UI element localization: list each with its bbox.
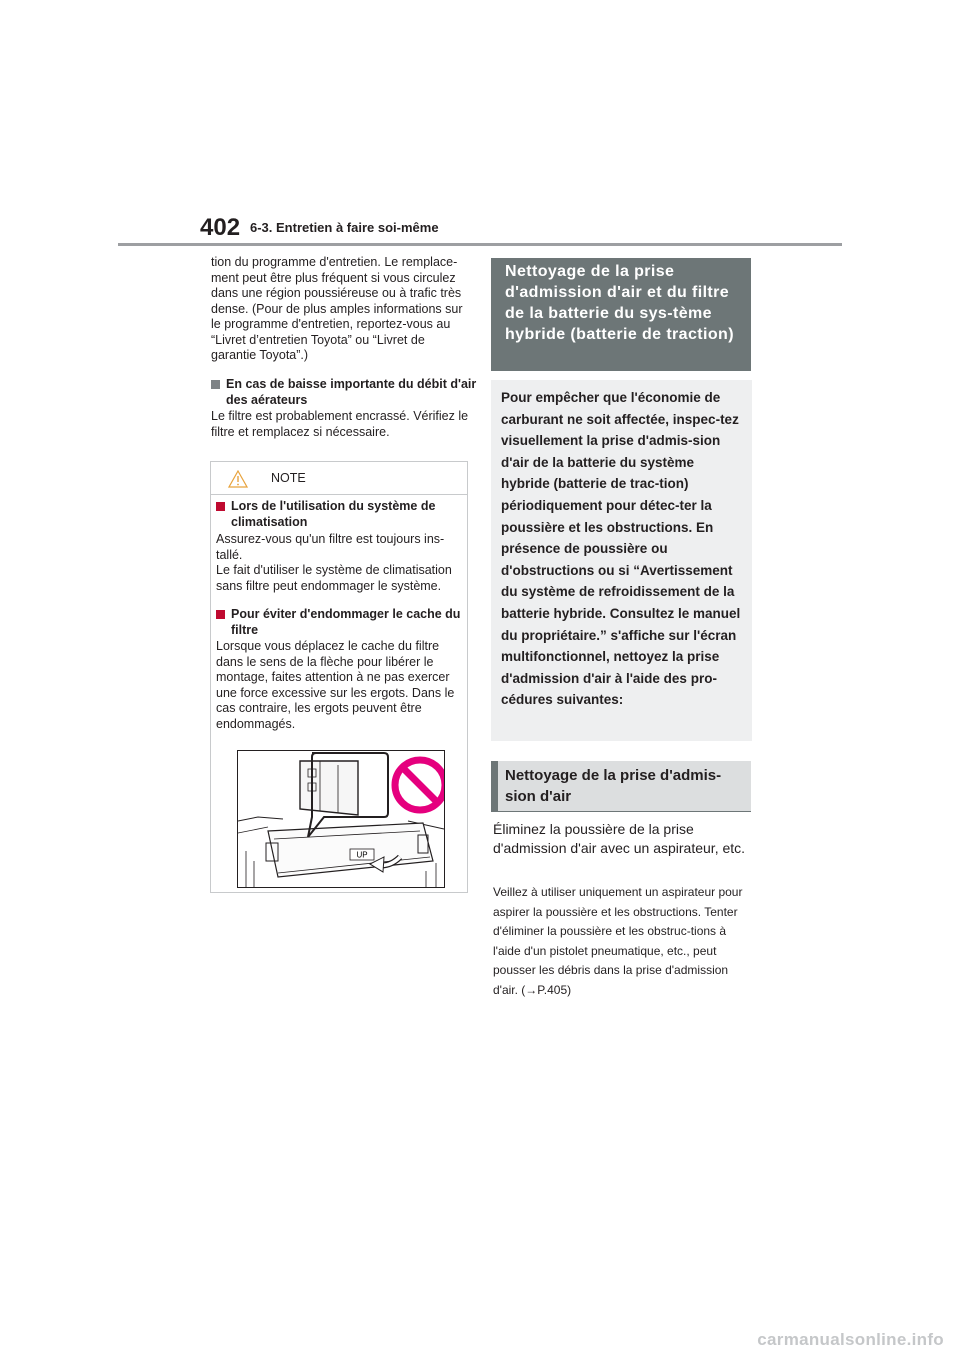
note-item1-heading-text: Lors de l'utilisation du système de climatisation <box>231 499 436 529</box>
header-divider <box>118 243 842 246</box>
airflow-heading <box>211 377 484 408</box>
note-item1-text2: Le fait d'utiliser le système de climatisation sans filtre peut endommager le système. <box>216 563 452 593</box>
note-item1-text1: Assurez-vous qu'un filtre est toujours ins-tallé. <box>216 532 445 562</box>
bullet-square-icon <box>211 380 220 389</box>
airflow-paragraph: Le filtre est probablement encrassé. Vérifiez le filtre et remplacez si nécessaire. <box>211 409 469 439</box>
figure-up-label: UP <box>356 850 368 860</box>
warning-triangle-icon <box>228 470 248 488</box>
note-item2-text: Lorsque vous déplacez le cache du filtre dans le sens de la flèche pour libérer le montage, faites attention à ne pas exercer une force excessive sur les ergots. Dans le cas contraire, les ergots peuvent être endommagés. <box>216 639 455 731</box>
page-number: 402 <box>200 214 241 241</box>
airflow-heading-text: En cas de baisse importante du débit d'air des aérateurs <box>226 377 477 407</box>
filter-cover-drawing <box>238 751 444 887</box>
note-label: NOTE <box>271 471 306 485</box>
summary-box: Pour empêcher que l'économie de carburant ne soit affectée, inspec-tez visuellement la prise d'admis-sion d'air de la batterie du système hybride (batterie de trac-tion) périodiquement pour détec-ter la poussière et les obstructions. En présence de poussière ou d'obstructions ou si “Avertissement du système de refroidissement de la batterie hybride. Consultez le manuel du propriétaire.” s'affiche sur l'écran multifonctionnel, nettoyez la prise d'admission d'air à l'aide des pro-cédures suivantes: <box>491 380 752 741</box>
section-banner-main: Nettoyage de la prise d'admission d'air et du filtre de la batterie du sys-tème hybride (batterie de traction) <box>491 258 751 371</box>
section-title: 6-3. Entretien à faire soi-même <box>250 220 439 235</box>
watermark: carmanualsonline.info <box>757 1330 944 1349</box>
cleaning-intro-paragraph: Éliminez la poussière de la prise d'admission d'air avec un aspirateur, etc. <box>493 821 746 856</box>
note-box <box>210 461 468 893</box>
filter-cover-illustration <box>237 750 445 888</box>
note-item2-heading-text: Pour éviter d'endommager le cache du filtre <box>231 607 461 637</box>
bullet-square-icon <box>216 502 225 511</box>
note-header <box>211 462 467 495</box>
note-item1-heading <box>216 499 476 530</box>
bullet-square-icon <box>216 610 225 619</box>
intro-paragraph: tion du programme d'entretien. Le remplace-ment peut être plus fréquent si vous circulez dans une région poussiéreuse ou à trafic très dense. (Pour de plus amples informations sur le programme d'entretien, reportez-vous au “Livret d’entretien Toyota” ou “Livret de garantie Toyota”.) <box>211 255 463 362</box>
note-item2-heading <box>216 607 476 638</box>
subsection-banner-accent <box>491 761 498 812</box>
note-item1-text <box>216 532 461 594</box>
subsection-banner: Nettoyage de la prise d'admis-sion d'air <box>491 761 751 812</box>
cleaning-note-paragraph: Veillez à utiliser uniquement un aspirateur pour aspirer la poussière et les obstructions. Tenter d'éliminer la poussière et les obstruc-tions à l'aide d'un pistolet pneumatique, etc., peut pousser les débris dans la prise d'admission d'air. (→P.405) <box>493 885 743 997</box>
subsection-banner-underline <box>491 811 751 812</box>
